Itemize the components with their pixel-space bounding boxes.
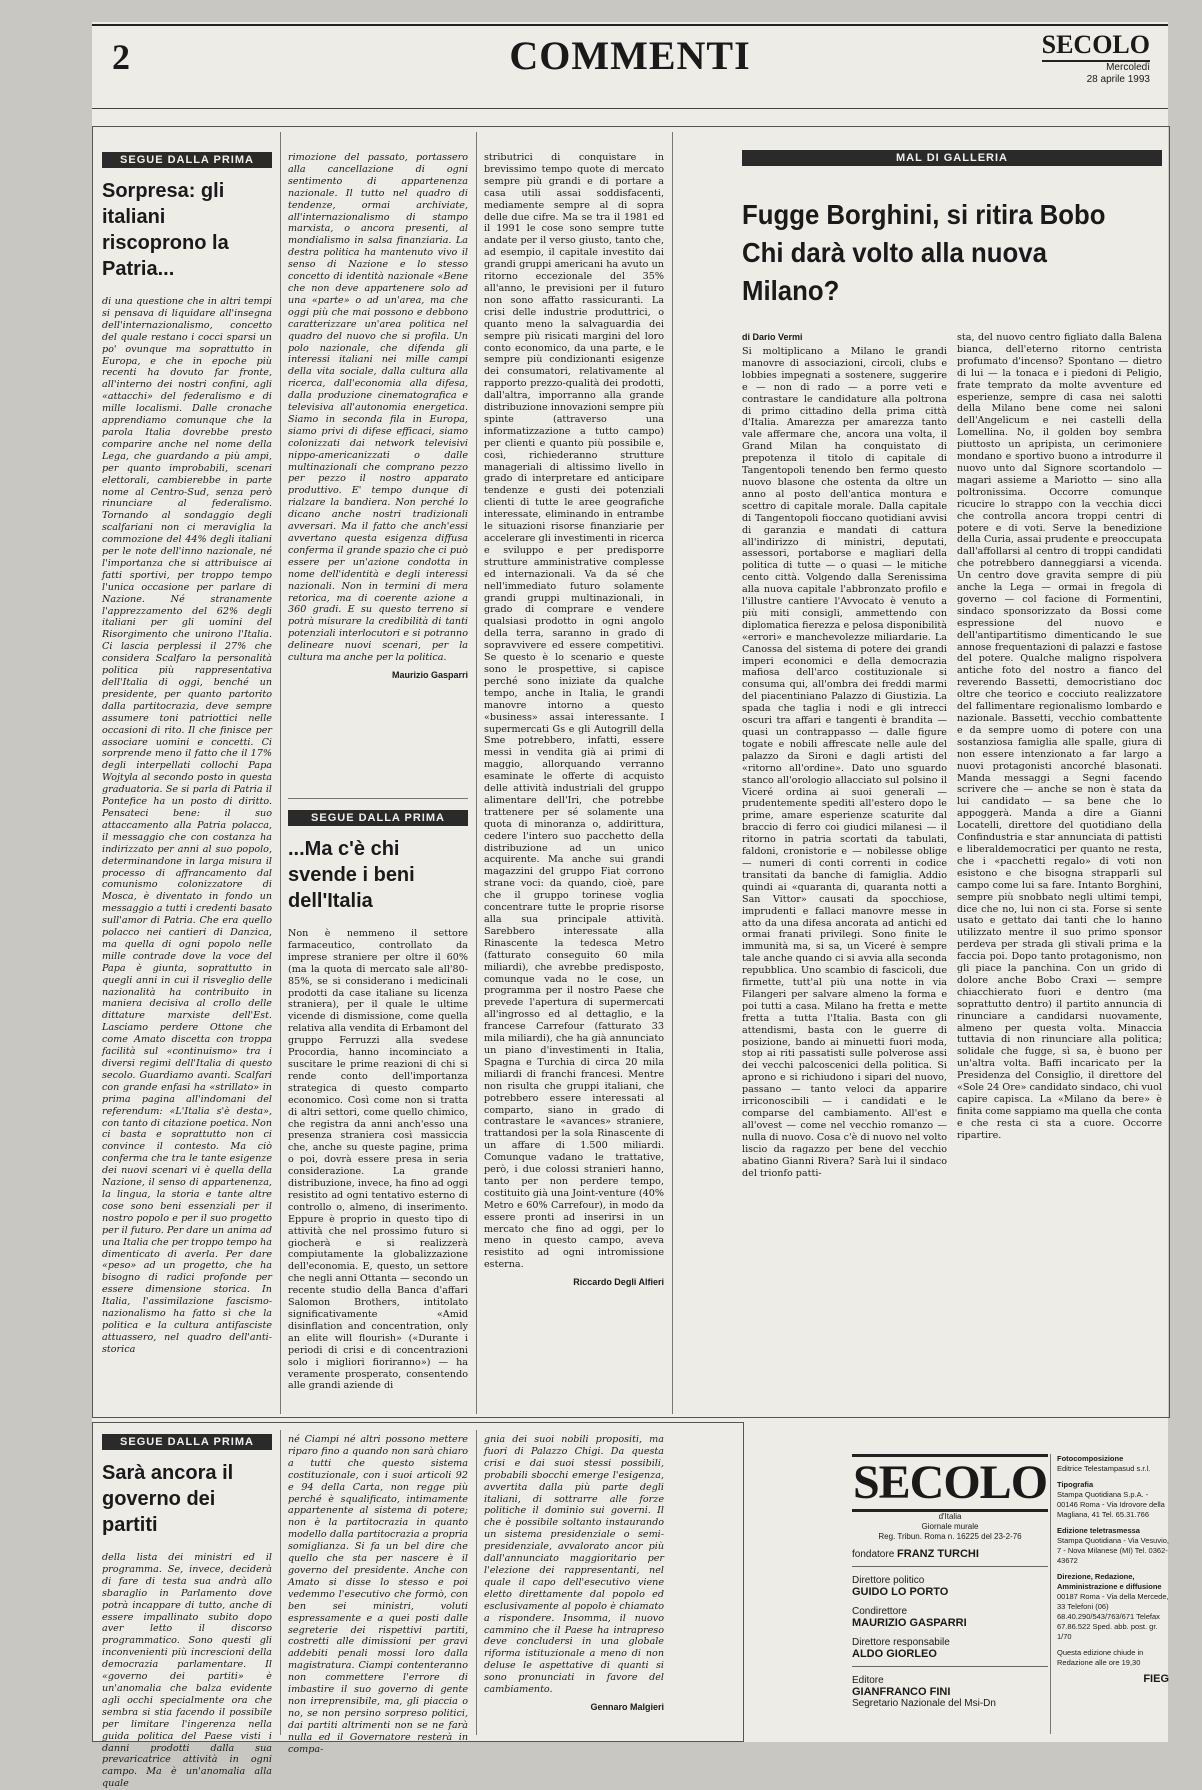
colophon-rule	[852, 1566, 1048, 1567]
colophon-divider	[1050, 1454, 1051, 1734]
colophon-info	[1057, 1454, 1169, 1684]
article-body: Non è nemmeno il settore farmaceutico, controllato da imprese straniere per oltre il 60% (ma la quota di mercato sale all'80-85%, se si considerano i medicinali prodotti da case italiane su licenza straniera), per il quale le ultime vicende di dismissione, come quella relativa alla vendita di Erbamont del gruppo Ferruzzi alla svedese Procordia, hanno incominciato a suscitare le prime reazioni di chi si rende conto dell'importanza strategica di questo comparto economico. Così come non si tratta di altri settori, come quello chimico, che registra da anni anch'esso una presenza straniera così massiccia che, anche su queste pagine, prima o poi, dovrà essere presa in seria considerazione. La grande distribuzione, invece, ha fino ad oggi resistito ad ogni tentativo esterno di controllo o, almeno, di inserimento. Eppure è proprio in questo tipo di attività che nel prossimo futuro si giocherà e si realizzerà compiutamente la globalizzazione dell'economia. E, questo, un settore che negli anni Ottanta — secondo un recente studio della Banca d'affari Salomon Brothers, intitolato significativamente «Amid disinflation and concentration, only an elite will flourish» («Durante i periodi di crisi e di concentrazioni solo i migliori fioriranno») — ha veramente prosperato, consentendo alle grandi aziende di	[288, 928, 468, 1392]
feature-col-a	[742, 332, 947, 1179]
top-rule	[92, 24, 1168, 26]
director-name: GUIDO LO PORTO	[852, 1586, 949, 1598]
resp-label: Direttore responsabile	[852, 1637, 950, 1648]
colophon-rule	[852, 1666, 1048, 1667]
colophon-block: Fotocomposizione Editrice Telestampasud s.r.l.	[1057, 1454, 1151, 1473]
colophon-block: Tipografia Stampa Quotidiana S.p.A. - 00146 Roma - Via Idrovore della Magliana, 41 Tel. 65.31.766	[1057, 1480, 1165, 1519]
feature-columns	[742, 332, 1162, 1179]
article-body: della lista dei ministri ed il programma. Se, invece, deciderà di fare di testa sua andrà allo sbaraglio in Parlamento dove potrà incappare di tutto, anche di essere impallinato subito dopo aver letto il discorso programmatico. Sono questi gli inconvenienti più increscioni della democrazia parlamentare. Il «governo dei partiti» è un'anomalia che balza evidente agli occhi specialmente ora che sembra si stia facendo il possibile per limitare l'ingerenza nella guida politica del Paese visti i danni prodotti dalla sua prevaricatrice attività in ogni campo. Ma è un'anomalia alla quale	[102, 1552, 272, 1790]
founder	[852, 1548, 1048, 1560]
colophon-block: Direzione, Redazione, Amministrazione e diffusione 00187 Roma - Via della Mercede, 33 Telefoni (06) 68.40.290/543/763/671 Telefax 67.86.522 Sped. abb. post. gr. 1/70	[1057, 1572, 1169, 1641]
editor-label: Editore	[852, 1675, 884, 1686]
headline-sorpresa: Sorpresa: gli italiani riscoprono la Patria...	[102, 180, 229, 280]
colophon-block: Questa edizione chiude in Redazione alle ore 19,30	[1057, 1648, 1144, 1667]
signature: Gennaro Malgieri	[590, 1701, 664, 1712]
kicker-mal-di-galleria: MAL DI GALLERIA	[742, 150, 1162, 166]
article-body: stributrici di conquistare in brevissimo tempo quote di mercato sempre più grandi e di portare a casa utili assai soddisfacenti, mediamente sempre al di sopra delle due cifre. Ma se tra il 1981 ed il 1991 le cose sono sempre tutte andate per il verso giusto, tanto che, ad esempio, il capitale investito dai grandi gruppi americani ha avuto un ritorno eccezionale del 35% all'anno, le previsioni per il futuro non sono affatto rassicuranti. La crisi delle industrie produttrici, o quanto meno la salvaguardia dei sempre più risicati margini del loro conto economico, da una parte, e le sempre più condizionanti esigenze dei consumatori, relativamente al rapporto prezzo-qualità dei prodotti, dall'altra, imporranno alla grande distribuzione innovazioni sempre più spinte (attraverso una informatizzazione a tutto campo) per clienti e quanto più possibile e, così, richiederanno strutture manageriali di altissimo livello in grado di interpretare ed anticipare tendenze e gusti dei potenziali clienti di tutte le aree geografiche interessate, eliminando in entrambe le situazioni risorse finanziarie per accelerare gli investimenti in ricerca e sviluppo e per predisporre strutture amministrative complesse ed internazionali. Va da sé che nell'immediato futuro solamente grandi gruppi multinazionali, in grado di comprare e vendere qualsiasi prodotto in ogni angolo della terra, saranno in grado di sopravvivere ed essere competitivi. Se questo è lo scenario e queste sono le prospettive, si capisce perché sono iniziate da qualche tempo, anche in Italia, le grandi manovre intorno a questo «business» assai interessante. I supermercati Gs e gli Autogrill della Sme potrebbero, infatti, essere messi in vendita già ai primi di maggio, allorquando verranno esaminate le offerte di acquisto delle attività industriali del gruppo alimentare dell'Iri, che potrebbe trattenere per sé solamente una quota di minoranza o, addirittura, cedere l'intero suo pacchetto della distribuzione ad un unico acquirente. Ma anche sui grandi magazzini del gruppo Fiat corrono strane voci: da quando, cioè, pare che il gruppo torinese voglia concentrare tutte le proprie risorse alla sua principale attività. Sarebbero interessate alla Rinascente la tedesca Metro (fatturato conseguito 60 mila miliardi), che avrebbe predisposto, comunque vada no le cose, un programma per il nostro Paese che prevede l'apertura di supermercati all'ingrosso ed al dettaglio, e la francese Carrefour (fatturato 33 mila miliardi), che ha già annunciato un piano d'investimenti in Italia, Spagna e Turchia di circa 20 mila miliardi di franchi francesi. Mentre non risulta che gruppi italiani, che potrebbero essere interessati al comparto, siano in grado di contrastare le «avances» straniere, trattandosi per la sola Rinascente di un affare di 1.500 miliardi. Comunque vadano le trattative, però, i due colossi stranieri hanno, tanto per non perdere tempo, costituito già una Joint-venture (40% Metro e 60% Carrefour), in modo da essere pronti ad inserirsi in un mercato che fino ad oggi, per lo meno in questo campo, aveva resistito ad ogni intromissione esterna.	[484, 152, 664, 1271]
header-rule	[92, 108, 1168, 109]
article-svende	[288, 810, 468, 1410]
headline-governo: Sarà ancora il governo dei partiti	[102, 1462, 234, 1536]
headline-borghini: Fugge Borghini, si ritira Bobo Chi darà volto alla nuova Milano?	[742, 199, 1106, 306]
colophon-line1: Giornale murale	[921, 1522, 979, 1531]
fieg-logo: FIEG	[1143, 1673, 1169, 1685]
article-divider	[288, 798, 468, 799]
logo-sub: d'Italia	[938, 1512, 962, 1521]
signature: Maurizio Gasparri	[391, 669, 468, 680]
article-body: gnia dei suoi nobili propositi, ma fuori di Palazzo Chigi. Da questa crisi e dai suoi stessi possibili, probabili sbocchi emerge l'esigenza, avvertita dalla più parte degli italiani, di sottrarre alle forze politiche il dominio sui governi. Il che è possibile soltanto instaurando un sistema presidenziale o semi-presidenziale, avvalorato ancor più dall'annunciato maggioritario per l'elezione dei rappresentanti, nel quale il capo dell'esecutivo viene eletto direttamente dal popolo ed esclusivamente al popolo è chiamato a rispondere. Insomma, il nuovo cammino che il Paese ha intrapreso deve concludersi in una globale riforma istituzionale a meno di non deluse le aspettative di quanti si sono pronunciati in favore del cambiamento.	[484, 1434, 664, 1696]
editor-name: GIANFRANCO FINI	[852, 1686, 951, 1698]
codirector-label: Condirettore	[852, 1606, 908, 1617]
colophon-block: Edizione teletrasmessa Stampa Quotidiana - Via Vesuvio, 7 - Nova Milanese (MI) Tel. 0362-43672	[1057, 1526, 1170, 1565]
page-number: 2	[112, 37, 130, 77]
byline: di Dario Vermi	[742, 332, 803, 342]
kicker-segue: SEGUE DALLA PRIMA	[288, 810, 468, 826]
article-body: rimozione del passato, portassero alla cancellazione di ogni sentimento di appartenenza nazionale. Il tutto nel quadro di tendenze, ormai archiviate, all'internazionalismo di stampo marxista, o ancora presenti, al mondialismo in salsa finanziaria. La destra politica ha mantenuto vivo il senso di Nazione e lo stesso concetto di identità nazionale «Bene che non deve appartenere solo ad una «parte» o ad un'area, ma che oggi più che mai possono e debbono caratterizzare un'area politica nel quadro del nuovo che si profila. Un polo nazionale, che difenda gli interessi italiani nei mille campi della vita sociale, dalla cultura alla ricerca, dall'economia alla difesa, dalla produzione cinematografica e televisiva all'autonomia energetica. Siamo in seconda fila in Europa, siamo privi di difese efficaci, siamo colonizzati dai network televisivi nippo-americanizzati o dalle multinazionali che comprano pezzo per pezzo il nostro apparato produttivo. E' tempo dunque di rialzare la bandiera. Non perché lo dicano anche nostri tradizionali avversari. Ma il fatto che anch'essi avvertano questa esigenza diffusa conferma il grande spazio che ci può essere per un'azione condotta in nome dell'identità e degli interessi nazionali. Non in termini di mera retorica, ma di coerente azione a 360 gradi. E su questo terreno si potrà misurare la credibilità di tanti potenziali interlocutori e si potranno delineare nuovi scenari, per la cultura ma anche per la politica.	[288, 152, 468, 664]
director-label: Direttore politico	[852, 1575, 925, 1586]
colophon	[852, 1454, 1048, 1709]
article-body: di una questione che in altri tempi si pensava di liquidare all'insegna dell'internazionalismo, concetto del quale restano i cocci sparsi un po' ovunque ma soprattutto in Europa, e che in epoche più recenti ha dovuto far fronte, all'interno dei nostri confini, agli «attacchi» del federalismo e di mille localismi. Dalle cronache apprendiamo comunque che la parola Italia dovrebbe presto comparire anche nel nome della Lega, che guardando a più ampi, per quanto improbabili, scenari elettorali, cambierebbe in parte nome al Centro-Sud, senza però rinunciare al federalismo. Tornando al sondaggio degli scalfariani non ci meraviglia la commozione del 44% degli italiani per le note dell'inno nazionale, né l'importanza che si attribuisce ai fatti sportivi, per troppo tempo l'unica occasione per parlare di Nazione. Né stranamente l'apprezzamento del 62% degli italiani per gli uomini del Risorgimento che unirono l'Italia. Ci lascia perplessi il 27% che considera Scalfaro la personalità politica più rappresentativa dell'Italia di oggi, benché un presidente, per quanto partorito dalla partitocrazia, deve sempre assumere toni patriottici nelle occasioni di rito. Il che finisce per associare uomini e concetti. Ci sorprende meno il fatto che il 17% degli interpellati collochi Papa Wojtyla al secondo posto in questa graduatoria. Se si parla di Patria il Pontefice ha un posto di diritto. Pensateci bene: il suo attaccamento alla Patria polacca, il messaggio che con costanza ha indirizzato per anni al suo popolo, determinandone in larga misura il processo di affrancamento dal comunismo colonizzatore di Mosca, è diventato in fondo un messaggio a tutti i credenti basato sull'amor di Patria. Che era quello polacco nei cantieri di Danzica, ma quella di ogni popolo nelle mille contrade dove la voce del Papa è giunta, soprattutto in quegli anni in cui il risveglio delle nazionalità ha contribuito in maniera decisiva al crollo delle dittature marxiste dell'Est. Lasciamo perdere Ottone che come Amato discetta con troppa facilità sul «continuismo» tra i diversi regimi dell'Italia di questo secolo. Guardiamo avanti. Scalfari con grande enfasi ha «strillato» in prima pagina all'indomani del referendum: «L'Italia s'è desta», con tanto di citazione poetica. Non ci basta e soprattutto non ci convince il contesto. Ma ciò conferma che tra le tante esigenze dei nuovi scenari vi è quella della Nazione, il senso di appartenenza, la lingua, la storia e tante altre cose sono beni essenziali per il nostro popolo e per il suo progetto per il futuro. Per dare un anima ad una Italia che per troppo tempo ha dimenticato di averla. Per dare «peso» ad un progetto, che ha bisogno di radici profonde per essere dimensione storica. In Italia, l'assimilazione fascismo-nazionalismo ha fatto sì che la politica e la cultura antifasciste attuassero, nel quadro dell'anti-storica	[102, 296, 272, 1355]
article-sorpresa-cont	[288, 152, 468, 792]
founder-name: FRANZ TURCHI	[897, 1548, 979, 1560]
article-body: né Ciampi né altri possono mettere riparo fino a quando non sarà chiaro a tutti che questo sistema costituzionale, con i suoi articoli 92 e 94 della Carta, non regge più perché è squalificato, intimamente appartenente al sistema di potere; non è la partitocrazia in quanto modello dalla partitocrazia a propria somiglianza. Si fa un bel dire che quello che sta per nascere è il governo del presidente. Anche con Amato si disse lo stesso e poi vedemmo l'esecutivo che formò, con ben sei ministri, voluti espressamente e a quei posti dalle segreterie dei rispettivi partiti, costretti alle dimissioni per gravi addebiti penali mossi loro dalla magistratura. Ciampi contenteranno non commettere l'errore di imbastire il suo governo di gente non irreprensibile, ma, gli piaccia o no, se non persino sorpreso politici, dai partiti altrimenti non se ne farà nulla ed il Governatore resterà in compa-	[288, 1434, 468, 1755]
section-title: COMMENTI	[509, 33, 751, 78]
article-svende-cont	[484, 152, 664, 1407]
article-body: sta, del nuovo centro figliato dalla Balena bianca, dell'eterno ritorno centrista profumato d'incenso? Spontano — dietro di lui — la tonaca e i piedoni di Peligio, frate tempratо da molte avventure ed esperienze, sempre di casa nei salotti della Milano bene come nei saloni dell'Angelicum e nei castelli della Lomellina. No, il golden boy sembra piuttosto un apripista, un cerimoniere mondano e sportivo buono a introdurre il nuovo unto dal Signore scortandolo — magari assieme a Mariotto — sino alla poltronissima. Occorre comunque ricucire lo strappo con la vecchia dicci che controlla ancora troppi centri di potere e di voti. Serve la benedizione della Curia, assai prudente e preoccupata dall'affollarsi al centro di troppi candidati che potrebbero danneggiarsi a vicenda. Un centro dove gravita sempre di più anche la Lega — ormai in fregola di governo — col facione di Formentini, sindaco sponsorizzato da Bossi come espressione del nuovo e dell'antipartitismo dimenticando le sue annose frequentazioni di palazzi e fastose del potere. Qualche maligno rispolvera antiche foto del nostro a fianco del reverendo Bassetti, democristiano doc oltre che teorico e cocciuto realizzatore del fallimentare regionalismo lombardo e nazionale. Bassetti, vecchio combattente e da sempre uomo di potere con una sostanziosa famiglia alle spalle, giura di non essere intenzionato a far largo a nuovi protagonisti ancorché blasonati. Manda messaggi a Segni facendo scrivere che — anche se non è stata da lui candidato — sa bene che lo appoggerà. Manda a dire a Gianni Locatelli, direttore del quotidiano della Confindustria e star annunciata di pattisti e liberaldemocratici per quanto ne resta, che i «pacchetti regalo» di voti non esistono e che bisogna strapparli sul campo come lui sa fare. Intanto Borghini, sempre più snobbato negli ultimi tempi, dice che no, lui non ci sta. Forse si sente usato e gettato dai tanti che lo hanno utilizzato mentre il suo primo sponsor perdeva per strada gli stivali prima e la faccia poi. Dopo tanto protagonismo, non gli piace la panchina. Con un grido di dolore anche Bobo Craxi — sempre chiacchierato fuori e dentro (ma soprattutto dentro) il partito annuncia di rinunciare a candidarsi nuovamente, almeno per questa volta. Minaccia tuttavia di non rinunciare alla politica; solidale che fugge, sì sa, è buono per un'altra volta. Baffi incaricato per la Presidenza del Consiglio, il direttore del «Sole 24 Ore» candidato sindaco, chi vuol capire capisca. La «Milano da bere» è finita come sappiamo ma quella che conta e che resta ci sta a cuore. Occorre ripartire.	[957, 332, 1162, 1141]
article-governo-end	[484, 1434, 664, 1734]
founder-label: fondatore	[852, 1549, 895, 1560]
kicker-segue: SEGUE DALLA PRIMA	[102, 152, 272, 168]
newspaper-page	[92, 22, 1170, 1790]
date-line-2: 28 aprile 1993	[1086, 74, 1150, 85]
feature-col-b	[957, 332, 1162, 1179]
article-sorpresa	[102, 152, 272, 1407]
editor-role: Segretario Nazionale del Msi-Dn	[852, 1698, 996, 1709]
kicker-segue: SEGUE DALLA PRIMA	[102, 1434, 272, 1450]
date-line-1: Mercoledì	[1106, 62, 1150, 73]
masthead-small	[1042, 30, 1150, 86]
column-divider	[280, 1430, 281, 1735]
article-governo-partiti	[102, 1434, 272, 1790]
article-body: Si moltiplicano a Milano le grandi manovre di associazioni, circoli, clubs e lobbies impegnati a sostenere, suggerire e — non di rado — a porre veti e contrastare le candidature alla poltrona di primo cittadino della prima città d'Italia. Amarezza per amarezza tanto vale affermare che, ancora una volta, il Grand Milan ha conquistato di prepotenza il titolo di capitale di Tangentopoli tenendo ben fermo questo nuovo blasone che ostenta da oltre un anno al posto dell'antica montura e scettro di capitale morale. Dalla capitale di Tangentopoli fioccano quotidiani avvisi di garanzia e mandati di cattura all'indirizzo di ministri, deputati, assessori, portaborse e magliari della politica di tutte — o quasi — le mitiche cento città. Volgendo dalla Serenissima alla nuova capitale l'abbronzato profilo e l'illustre cantiere l'Avvocato è venuto a più miti consigli, ammettendo con diplomatica fierezza e pelosa disponibilità «errori» e manchevolezze miliardarie. La Canossa del sistema di potere dei grandi imperi economici e della democrazia mafiosa dell'arco costituzionale si consuma qui, all'ombra dei freddi marmi del piacentiniano Palazzo di Giustizia. La spada che taglia i nodi e gli intrecci oscuri tra affari e tangenti è brandita — quasi un contrappasso — dalle figure togate e nobili affrescate nelle aule del palazzo da Sironi e dagli artisti del «ritorno all'ordine». Dato uno sguardo stanco all'orologio allacciato sul polsino il Viceré ordina ai suoi generali — prudentemente spediti all'estero dopo le prime, amare esperienze scaturite dal braccio di ferro coi giudici milanesi — il ritorno in patria scortati da tabulati, faldoni, cronistorie e — nobilesse oblige — numeri di conti correnti in codice transitati da banche di famiglia. Addio quindi ai «quaranta di, quaranta notti a San Vittor» causati da spocchiose, imprudenti e fallaci manovre messe in atto da una difesa ancorata ad antichi ed ormai franati privilegi. Sono finite le immunità ma, si sa, un Viceré è sempre tale anche quando ci si avvia alla seconda repubblica. Uno scambio di fascicoli, due firmette, tutt'al più una notte in via Filangeri per salvare almeno la forma e poi tutti a casa. Milano ha fretta e mette fretta a tutta l'Italia. Basta con gli attendismi, basta con le guerre di posizione, bando ai minuetti fuori moda, stop ai riti passatisti sulle polverose assi dei vecchi palcoscenici della politica. Si aprono e si richiudono i sipari del nuovo, passano — tanto veloci da apparire irriconoscibili — i candidati e le comparse del cambiamento. All'est e all'ovest — come nel vecchio romanzo — nulla di nuovo. Cosa c'è di nuovo nel volto liscio da ragazzo per bene del vecchio abatino Gianni Rivera? Sarà lui il sindaco del trionfo patti-	[742, 346, 947, 1179]
headline-svende: ...Ma c'è chi svende i beni dell'Italia	[288, 838, 415, 912]
article-mal-di-galleria	[742, 150, 1162, 1410]
resp-name: ALDO GIORLEO	[852, 1648, 937, 1660]
column-divider	[476, 1430, 477, 1735]
signature: Riccardo Degli Alfieri	[573, 1277, 664, 1288]
secolo-logo: SECOLO	[852, 1454, 1048, 1512]
colophon-line2: Reg. Tribun. Roma n. 16225 del 23-2-76	[878, 1532, 1022, 1541]
codirector-name: MAURIZIO GASPARRI	[852, 1617, 967, 1629]
article-governo-cont	[288, 1434, 468, 1755]
masthead-logo: SECOLO	[1042, 30, 1150, 62]
